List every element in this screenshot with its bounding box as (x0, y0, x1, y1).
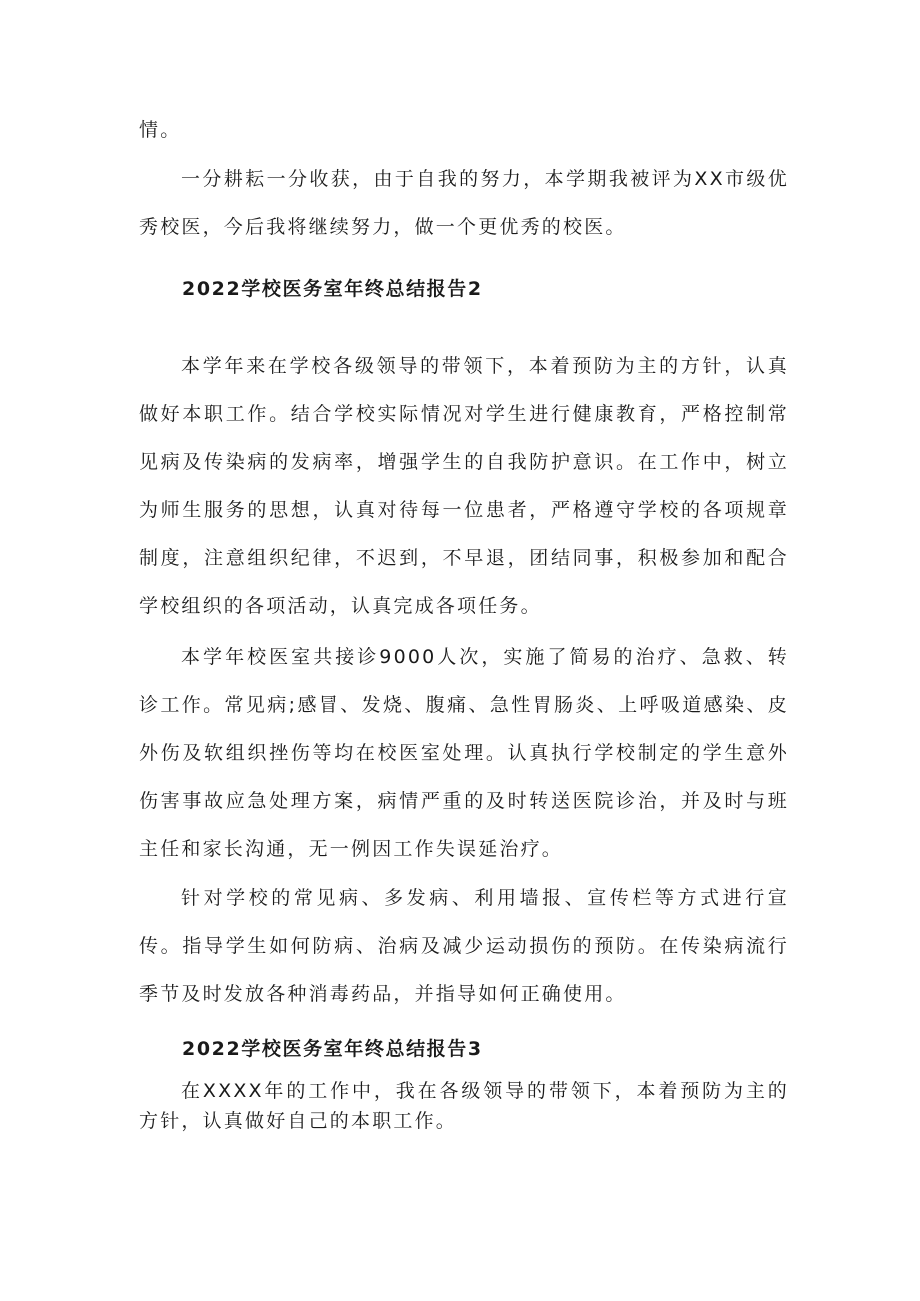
continuation-text: 情。 (139, 119, 182, 141)
paragraph-clinic-visits: 本学年校医室共接诊9000人次，实施了简易的治疗、急救、转诊工作。常见病;感冒、发烧、腹痛、急性胃肠炎、上呼吸道感染、皮外伤及软组织挫伤等均在校医室处理。认真执行学校制定的学生意外伤害事故应急处理方案，病情严重的及时转送医院诊治，并及时与班主任和家长沟通，无一例因工作失误延治疗。 (139, 646, 789, 860)
section-heading-2: 2022学校医务室年终总结报告2 (182, 278, 483, 300)
paragraph-year-work: 本学年来在学校各级领导的带领下，本着预防为主的方针，认真做好本职工作。结合学校实际情况对学生进行健康教育，严格控制常见病及传染病的发病率，增强学生的自我防护意识。在工作中，树立为师生服务的思想，认真对待每一位患者，严格遵守学校的各项规章制度，注意组织纪律，不迟到，不早退，团结同事，积极参加和配合学校组织的各项活动，认真完成各项任务。 (139, 355, 789, 617)
section-heading-3: 2022学校医务室年终总结报告3 (182, 1038, 483, 1060)
paragraph-xxxx-year: 在XXXX年的工作中，我在各级领导的带领下，本着预防为主的方针，认真做好自己的本职工作。 (139, 1080, 789, 1132)
paragraph-publicity: 针对学校的常见病、多发病、利用墙报、宣传栏等方式进行宣传。指导学生如何防病、治病及减少运动损伤的预防。在传染病流行季节及时发放各种消毒药品，并指导如何正确使用。 (139, 887, 789, 1005)
paragraph-effort: 一分耕耘一分收获，由于自我的努力，本学期我被评为XX市级优秀校医，今后我将继续努力，做一个更优秀的校医。 (139, 168, 789, 238)
